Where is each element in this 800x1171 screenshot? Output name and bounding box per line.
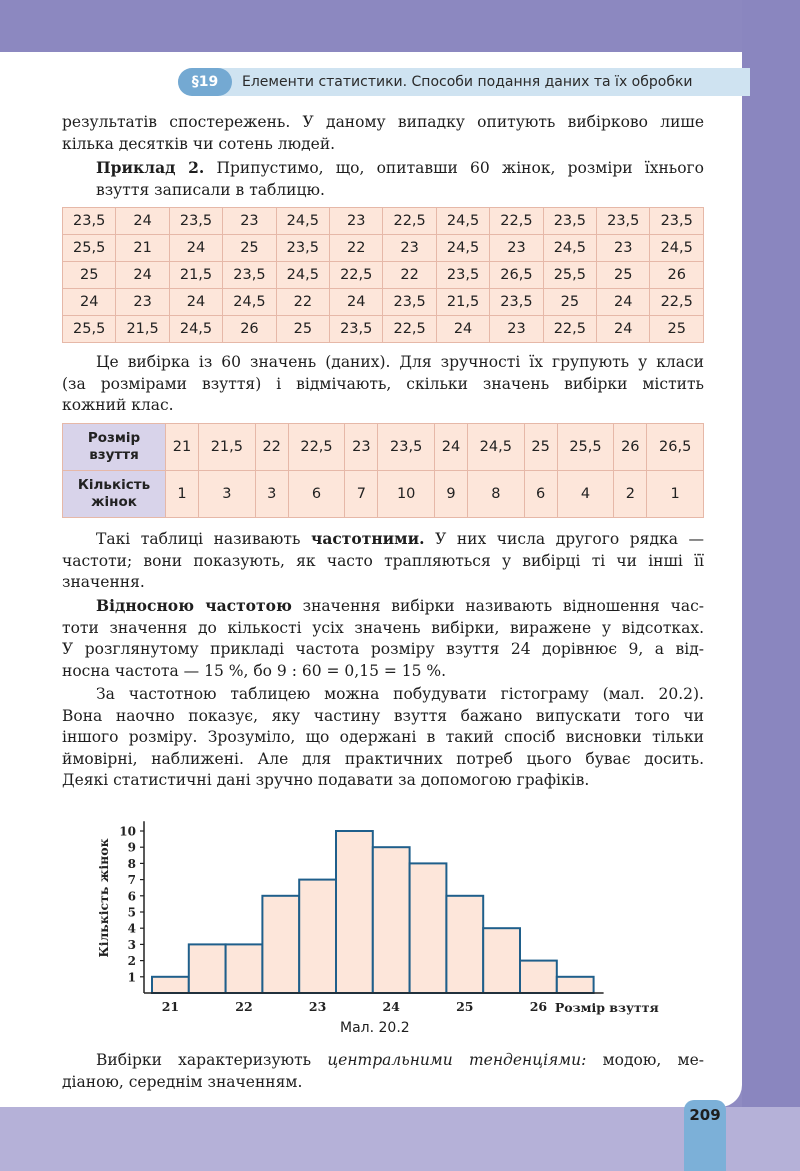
- table-cell: 21: [116, 235, 169, 262]
- text-line: У розглянутому прикладі частота розміру взуття 24 дорівнює 9, а від-: [62, 640, 704, 658]
- size-cell: 22: [255, 424, 288, 471]
- text-line: Деякі статистичні дані зручно подавати за допомогою графіків.: [62, 771, 590, 789]
- histogram-paragraph: [62, 684, 704, 792]
- count-cell: 9: [434, 471, 467, 518]
- y-tick-label: 4: [127, 921, 136, 936]
- table-cell: 25: [543, 289, 596, 316]
- histogram-bar: [410, 863, 447, 993]
- text-line: тоти значення до кількості усіх значень вибірки, виражене у відсотках.: [62, 618, 704, 637]
- histogram-bar: [226, 944, 263, 993]
- x-tick-label: 23: [308, 999, 327, 1014]
- table-cell: 24,5: [276, 262, 329, 289]
- text-line: (за розмірами взуття) і відмічають, скільки значень вибірки містить: [62, 374, 704, 393]
- size-cell: 24,5: [468, 424, 525, 471]
- table-cell: 24: [436, 316, 489, 343]
- count-cell: 1: [647, 471, 704, 518]
- y-axis-label: Кількість жінок: [96, 838, 111, 958]
- count-cell: 6: [524, 471, 557, 518]
- frequency-table: [62, 423, 704, 518]
- y-tick-label: 3: [127, 937, 136, 952]
- y-tick-label: 9: [127, 840, 136, 855]
- relative-frequency-paragraph: [62, 595, 704, 682]
- size-cell: 23: [345, 424, 378, 471]
- table-cell: 23,5: [543, 208, 596, 235]
- count-cell: 1: [166, 471, 199, 518]
- y-tick-label: 7: [127, 873, 136, 888]
- text-line: Такі таблиці називають частотними. У них числа другого рядка —: [96, 529, 704, 548]
- page-number: 209: [684, 1100, 726, 1130]
- table-cell: 22,5: [543, 316, 596, 343]
- table-cell: 24: [116, 208, 169, 235]
- table-row: [63, 289, 704, 316]
- size-cell: 25,5: [557, 424, 614, 471]
- histogram-bar: [336, 831, 373, 993]
- x-tick-label: 24: [382, 999, 400, 1014]
- table-cell: 23: [116, 289, 169, 316]
- size-cell: 21,5: [199, 424, 256, 471]
- size-cell: 26: [614, 424, 647, 471]
- count-cell: 4: [557, 471, 614, 518]
- table-cell: 23: [383, 235, 436, 262]
- row-header-count: Кількість жінок: [63, 471, 166, 518]
- y-tick-label: 6: [127, 889, 136, 904]
- frequency-paragraph: [62, 528, 704, 594]
- text-line: [62, 157, 704, 180]
- term-central-tendencies: центральними тенденціями:: [327, 1051, 587, 1069]
- table-cell: 22: [330, 235, 383, 262]
- x-tick-label: 25: [456, 999, 474, 1014]
- table-cell: 25: [63, 262, 116, 289]
- table-cell: 23,5: [223, 262, 276, 289]
- example-text: Припустимо, що, опитавши 60 жінок, розміри їхнього: [204, 159, 704, 177]
- count-cell: 7: [345, 471, 378, 518]
- size-cell: 25: [524, 424, 557, 471]
- table-cell: 23,5: [436, 262, 489, 289]
- table-cell: 21,5: [436, 289, 489, 316]
- table-cell: 26: [223, 316, 276, 343]
- table-cell: 23,5: [490, 289, 543, 316]
- figure-caption: Мал. 20.2: [340, 1020, 410, 1036]
- table-cell: 22,5: [650, 289, 704, 316]
- table-cell: 21,5: [116, 316, 169, 343]
- page-tab: [684, 1130, 726, 1171]
- text-line: діаною, середнім значенням.: [62, 1072, 303, 1091]
- table-cell: 23: [490, 235, 543, 262]
- row-header-size: Розмір взуття: [63, 424, 166, 471]
- x-axis-label: Розмір взуття: [554, 1000, 659, 1015]
- x-tick-label: 21: [161, 999, 180, 1014]
- x-tick-label: 22: [235, 999, 253, 1014]
- table-cell: 24,5: [169, 316, 222, 343]
- table-cell: 25: [650, 316, 704, 343]
- text-line: ймовірні, наближені. Але для практичних потреб цього буває досить.: [62, 749, 704, 768]
- table-cell: 24,5: [650, 235, 704, 262]
- table-cell: 22,5: [383, 208, 436, 235]
- count-cell: 8: [468, 471, 525, 518]
- histogram-bar: [520, 961, 557, 993]
- table-cell: 23: [490, 316, 543, 343]
- y-tick-label: 8: [127, 856, 136, 871]
- table-row: [63, 316, 704, 343]
- raw-data-table: [62, 207, 704, 343]
- count-cell: 6: [288, 471, 345, 518]
- y-tick-label: 2: [127, 954, 136, 969]
- table-row: [63, 235, 704, 262]
- histogram-bar: [446, 896, 483, 993]
- text-line: кожний клас.: [62, 396, 174, 414]
- size-cell: 24: [434, 424, 467, 471]
- sample-paragraph: [62, 352, 704, 417]
- table-cell: 24: [330, 289, 383, 316]
- text-line: частоти; вони показують, як часто трапляються у вибірці ті чи інші її: [62, 551, 704, 570]
- example-paragraph: [62, 157, 704, 201]
- table-cell: 24,5: [543, 235, 596, 262]
- table-cell: 25: [597, 262, 650, 289]
- right-band: [742, 0, 800, 1171]
- table-cell: 23: [330, 208, 383, 235]
- histogram-bar: [557, 977, 594, 993]
- histogram-bar: [189, 944, 226, 993]
- table-cell: 23,5: [276, 235, 329, 262]
- table-cell: 25,5: [543, 262, 596, 289]
- table-cell: 24,5: [276, 208, 329, 235]
- count-cell: 3: [255, 471, 288, 518]
- size-cell: 22,5: [288, 424, 345, 471]
- text-line: Вибірки характеризують центральними тенденціями: модою, ме-: [96, 1051, 704, 1069]
- count-cell: 10: [378, 471, 435, 518]
- table-cell: 23,5: [650, 208, 704, 235]
- text-line: Вона наочно показує, яку частину взуття бажано випускати того чи: [62, 706, 704, 725]
- y-tick-label: 1: [127, 970, 136, 985]
- x-tick-label: 26: [529, 999, 548, 1014]
- table-cell: 25: [223, 235, 276, 262]
- table-cell: 24: [116, 262, 169, 289]
- table-cell: 22: [383, 262, 436, 289]
- size-cell: 26,5: [647, 424, 704, 471]
- table-cell: 23,5: [330, 316, 383, 343]
- table-cell: 21,5: [169, 262, 222, 289]
- section-title: Елементи статистики. Способи подання даних та їх обробки: [242, 74, 693, 90]
- table-cell: 24: [169, 289, 222, 316]
- table-cell: 24: [597, 289, 650, 316]
- text-line: кілька десятків чи сотень людей.: [62, 134, 336, 153]
- size-cell: 23,5: [378, 424, 435, 471]
- table-row: [63, 208, 704, 235]
- text-line: результатів спостережень. У даному випадку опитують вибірково лише: [62, 113, 704, 131]
- histogram-bar: [373, 847, 410, 993]
- table-cell: 25,5: [63, 235, 116, 262]
- table-cell: 24: [169, 235, 222, 262]
- text-line: взуття записали в таблицю.: [96, 180, 325, 199]
- section-header: [178, 68, 750, 96]
- table-cell: 25: [276, 316, 329, 343]
- table-cell: 23: [223, 208, 276, 235]
- text-line: іншого розміру. Зрозуміло, що одержані в такий спосіб висновки тільки: [62, 728, 704, 746]
- table-cell: 23,5: [597, 208, 650, 235]
- histogram-chart: [90, 800, 680, 1020]
- table-cell: 23,5: [383, 289, 436, 316]
- text-line: За частотною таблицею можна побудувати гістограму (мал. 20.2).: [96, 685, 704, 703]
- table-cell: 22: [276, 289, 329, 316]
- histogram-bar: [299, 880, 336, 993]
- table-cell: 26,5: [490, 262, 543, 289]
- table-cell: 25,5: [63, 316, 116, 343]
- term-relative-frequency: Відносною частотою: [96, 596, 292, 615]
- table-row: [63, 424, 704, 471]
- table-row: [63, 262, 704, 289]
- text-line: Відносною частотою значення вибірки називають відношення час-: [96, 596, 704, 615]
- table-cell: 24: [63, 289, 116, 316]
- final-paragraph: [62, 1050, 704, 1093]
- top-band: [0, 0, 800, 52]
- table-cell: 22,5: [383, 316, 436, 343]
- text-line: Це вибірка із 60 значень (даних). Для зручності їх групують у класи: [96, 353, 704, 371]
- table-cell: 22,5: [490, 208, 543, 235]
- section-badge: §19: [178, 68, 232, 96]
- table-cell: 23,5: [169, 208, 222, 235]
- y-tick-label: 10: [119, 824, 136, 839]
- table-cell: 24,5: [436, 235, 489, 262]
- table-cell: 24: [597, 316, 650, 343]
- count-cell: 3: [199, 471, 256, 518]
- table-cell: 23: [597, 235, 650, 262]
- table-cell: 24,5: [436, 208, 489, 235]
- text-line: значення.: [62, 573, 145, 591]
- text-line: носна частота — 15 %, бо 9 : 60 = 0,15 = 15 %.: [62, 661, 447, 680]
- intro-paragraph: [62, 112, 704, 155]
- histogram-bar: [152, 977, 189, 993]
- table-cell: 22,5: [330, 262, 383, 289]
- histogram-bar: [483, 928, 520, 993]
- y-tick-label: 5: [127, 905, 136, 920]
- size-cell: 21: [166, 424, 199, 471]
- example-label: Приклад 2.: [96, 158, 205, 177]
- histogram-bar: [262, 896, 299, 993]
- bottom-band: [0, 1107, 800, 1171]
- count-cell: 2: [614, 471, 647, 518]
- table-cell: 23,5: [63, 208, 116, 235]
- table-cell: 24,5: [223, 289, 276, 316]
- table-row: [63, 471, 704, 518]
- term-frequency: частотними.: [310, 529, 425, 548]
- table-cell: 26: [650, 262, 704, 289]
